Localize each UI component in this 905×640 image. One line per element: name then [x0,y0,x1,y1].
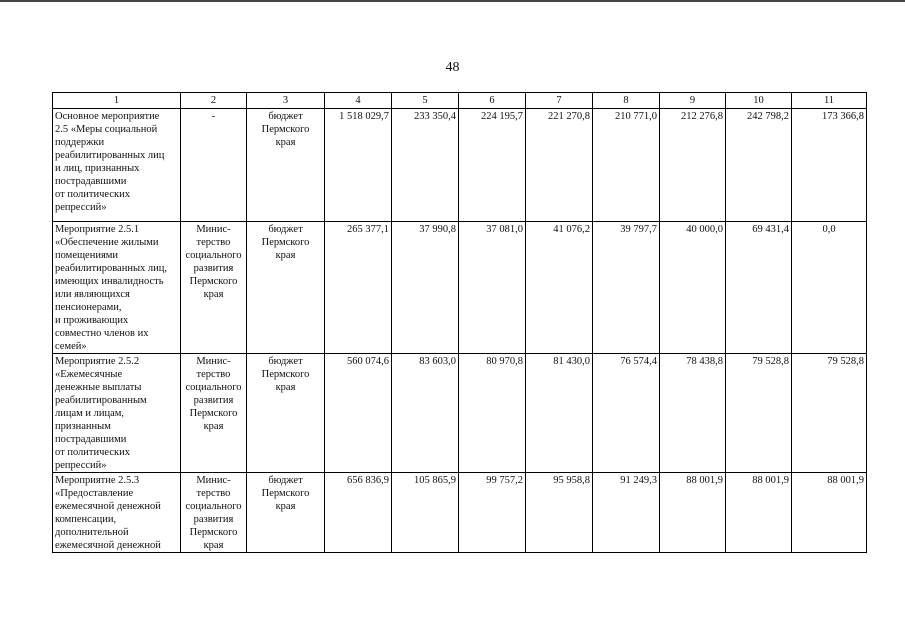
executor-cell: Минис- терство социального развития Пермского края [181,473,247,553]
column-header: 3 [247,93,325,109]
amount-cell: 37 081,0 [459,222,526,354]
table-row [53,473,867,553]
amount-cell: 265 377,1 [325,222,392,354]
column-header: 8 [593,93,660,109]
amount-cell: 88 001,9 [660,473,726,553]
executor-cell: Минис- терство социального развития Пермского края [181,222,247,354]
column-header: 4 [325,93,392,109]
amount-cell: 79 528,8 [726,354,792,473]
column-header: 1 [53,93,181,109]
column-header: 11 [792,93,867,109]
amount-cell: 99 757,2 [459,473,526,553]
column-header: 9 [660,93,726,109]
amount-cell: 76 574,4 [593,354,660,473]
amount-cell: 91 249,3 [593,473,660,553]
amount-cell: 233 350,4 [392,109,459,222]
amount-cell: 224 195,7 [459,109,526,222]
amount-cell: 81 430,0 [526,354,593,473]
table-row [53,354,867,473]
table-header-row [53,93,867,109]
activity-name-cell: Мероприятие 2.5.2 «Ежемесячные денежные выплаты реабилитированным лицам и лицам, признанным пострадавшими от политических репрессий» [53,354,181,473]
amount-cell: 69 431,4 [726,222,792,354]
scan-top-edge [0,0,905,2]
activity-name-cell: Основное мероприятие 2.5 «Меры социальной поддержки реабилитированных лиц и лиц, признанных пострадавшими от политических репрессий» [53,109,181,222]
column-header: 10 [726,93,792,109]
amount-cell: 105 865,9 [392,473,459,553]
table-row [53,109,867,222]
amount-cell: 39 797,7 [593,222,660,354]
page-number: 48 [445,60,460,75]
amount-cell: 221 270,8 [526,109,593,222]
column-header: 5 [392,93,459,109]
amount-cell: 560 074,6 [325,354,392,473]
amount-cell: 95 958,8 [526,473,593,553]
amount-cell: 210 771,0 [593,109,660,222]
executor-cell: - [181,109,247,222]
funding-source-cell: бюджет Пермского края [247,473,325,553]
activity-name-cell: Мероприятие 2.5.3 «Предоставление ежемесячной денежной компенсации, дополнительной ежемесячной денежной [53,473,181,553]
amount-cell: 212 276,8 [660,109,726,222]
table-row [53,222,867,354]
funding-source-cell: бюджет Пермского края [247,354,325,473]
amount-cell: 40 000,0 [660,222,726,354]
amount-cell: 0,0 [792,222,867,354]
executor-cell: Минис- терство социального развития Пермского края [181,354,247,473]
amount-cell: 88 001,9 [726,473,792,553]
amount-cell: 173 366,8 [792,109,867,222]
funding-source-cell: бюджет Пермского края [247,109,325,222]
amount-cell: 80 970,8 [459,354,526,473]
amount-cell: 656 836,9 [325,473,392,553]
amount-cell: 78 438,8 [660,354,726,473]
amount-cell: 79 528,8 [792,354,867,473]
amount-cell: 242 798,2 [726,109,792,222]
amount-cell: 88 001,9 [792,473,867,553]
column-header: 7 [526,93,593,109]
amount-cell: 1 518 029,7 [325,109,392,222]
column-header: 2 [181,93,247,109]
funding-source-cell: бюджет Пермского края [247,222,325,354]
amount-cell: 37 990,8 [392,222,459,354]
amount-cell: 83 603,0 [392,354,459,473]
budget-table [52,92,867,553]
amount-cell: 41 076,2 [526,222,593,354]
column-header: 6 [459,93,526,109]
activity-name-cell: Мероприятие 2.5.1 «Обеспечение жилыми помещениями реабилитированных лиц, имеющих инвалидность или являющихся пенсионерами, и проживающих совместно членов их семей» [53,222,181,354]
